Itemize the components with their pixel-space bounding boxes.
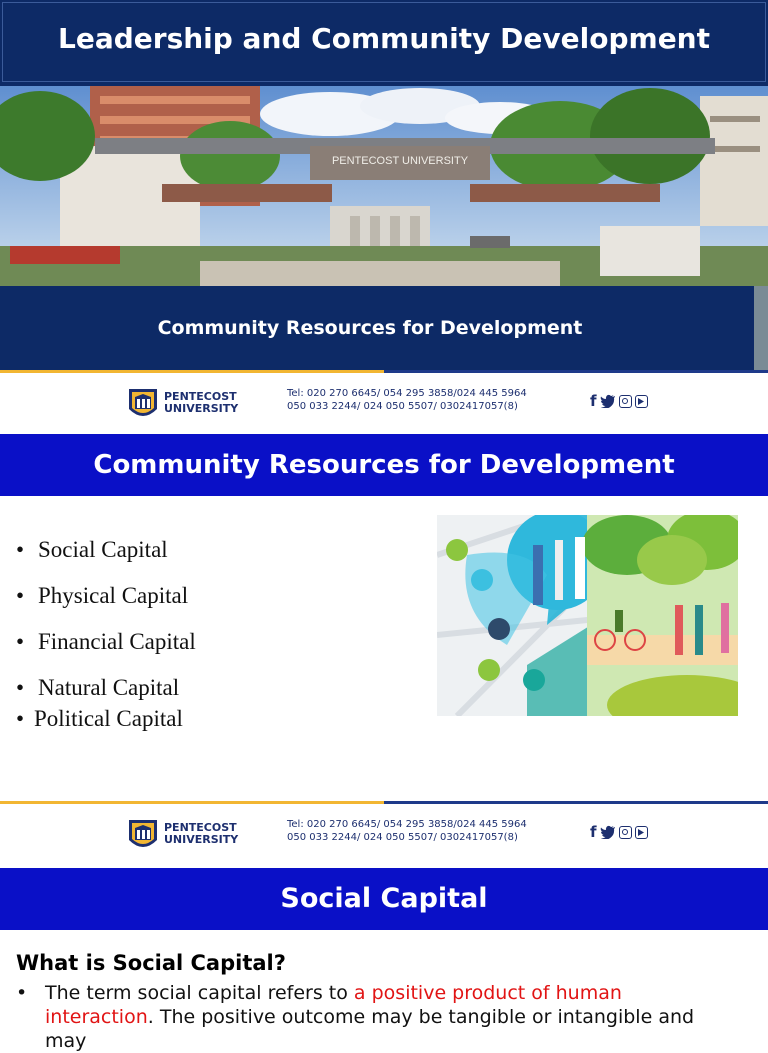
campus-gate-image — [0, 86, 768, 286]
instagram-icon[interactable] — [619, 395, 632, 408]
twitter-icon[interactable] — [600, 825, 616, 839]
twitter-icon[interactable] — [600, 394, 616, 408]
list-item: • Social Capital — [16, 537, 168, 562]
social-icons — [590, 824, 648, 840]
youtube-icon[interactable] — [635, 395, 648, 408]
section-header — [0, 868, 768, 930]
list-item: • Political Capital — [16, 706, 183, 731]
definition-paragraph: • The term social capital refers to a positive product of human interaction. The positive outcome may be tangible or intangible and may — [16, 982, 695, 1052]
university-logo-icon — [126, 385, 160, 423]
facebook-icon[interactable]: f — [590, 823, 597, 841]
facebook-icon[interactable]: f — [590, 392, 597, 410]
logo-wordmark: PENTECOST UNIVERSITY — [164, 390, 239, 415]
list-item: • Natural Capital — [16, 675, 180, 700]
list-item: • Physical Capital — [16, 583, 189, 608]
youtube-icon[interactable] — [635, 826, 648, 839]
instagram-icon[interactable] — [619, 826, 632, 839]
section-title: Community Resources for Development — [93, 450, 675, 480]
contact-info: Tel: 020 270 6645/ 054 295 3858/024 445 5964 050 033 2244/ 024 050 5507/ 0302417057(8) — [287, 388, 527, 412]
section-header — [0, 434, 768, 496]
logo-wordmark: PENTECOST UNIVERSITY — [164, 821, 239, 846]
slide-footer — [0, 373, 768, 435]
university-logo-icon — [126, 816, 160, 854]
social-icons — [590, 393, 648, 409]
community-illustration — [437, 515, 738, 716]
slide-footer — [0, 804, 768, 866]
slide-title: Leadership and Community Development — [58, 22, 710, 55]
slide-subtitle: Community Resources for Development — [157, 317, 583, 339]
contact-info: Tel: 020 270 6645/ 054 295 3858/024 445 5964 050 033 2244/ 024 050 5507/ 0302417057(8) — [287, 819, 527, 843]
section-title: Social Capital — [280, 883, 488, 914]
list-item: • Financial Capital — [16, 629, 196, 654]
gate-sign-text: PENTECOST UNIVERSITY — [331, 155, 469, 167]
campus-image-edge — [754, 286, 768, 370]
question-heading: What is Social Capital? — [16, 951, 286, 975]
